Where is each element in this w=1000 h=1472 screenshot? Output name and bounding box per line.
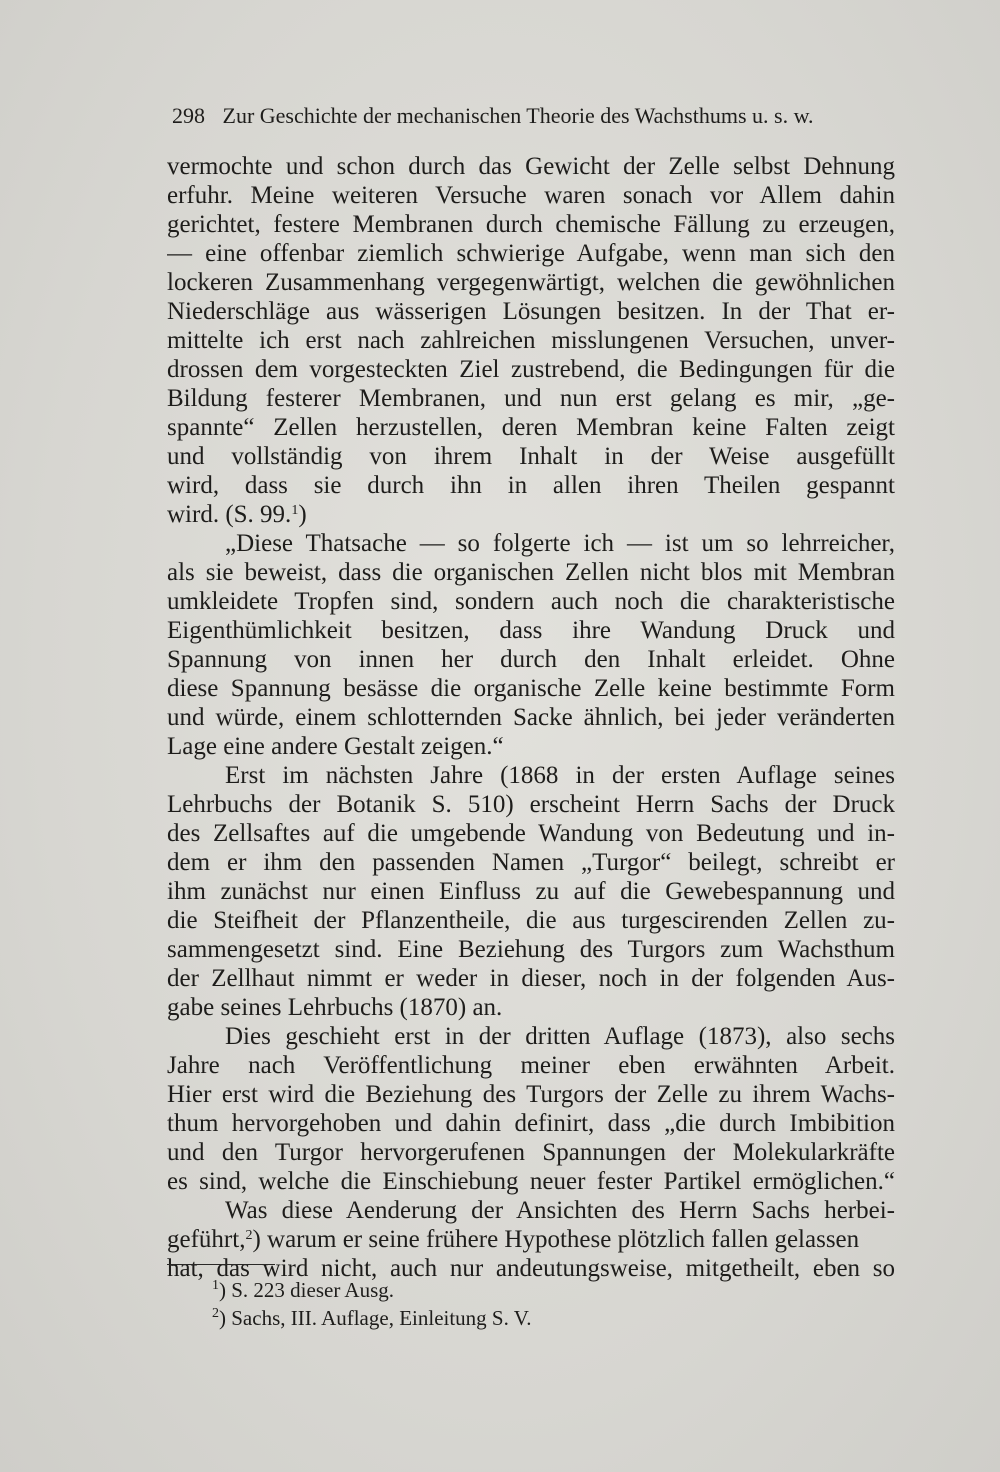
- page-number: 298: [172, 103, 205, 128]
- text-line: hat, das wird nicht, auch nur andeutungsweise, mitgetheilt, eben so: [167, 1255, 895, 1282]
- text-line: [167, 500, 895, 529]
- closing-paren: ): [252, 1226, 261, 1253]
- text-line: die Steifheit der Pflanzentheile, die aus turgescirenden Zellen zu-: [167, 907, 895, 934]
- text-line: Niederschläge aus wässerigen Lösungen besitzen. In der That er-: [167, 298, 895, 325]
- text-line: und würde, einem schlotternden Sacke ähnlich, bei jeder veränderten: [167, 704, 895, 731]
- text-line: Dies geschieht erst in der dritten Auflage (1873), also sechs: [225, 1023, 895, 1050]
- text-line: drossen dem vorgesteckten Ziel zustrebend, die Bedingungen für die: [167, 356, 895, 383]
- text-line: sammengesetzt sind. Eine Beziehung des Turgors zum Wachsthum: [167, 936, 895, 963]
- text-line: erfuhr. Meine weiteren Versuche waren sonach vor Allem dahin: [167, 182, 895, 209]
- text-line: Lage eine andere Gestalt zeigen.“: [167, 733, 504, 760]
- text-line: Was diese Aenderung der Ansichten des Herrn Sachs herbei-: [225, 1197, 895, 1224]
- text-line: diese Spannung besässe die organische Zelle keine bestimmte Form: [167, 675, 895, 702]
- text-line: und vollständig von ihrem Inhalt in der Weise ausgefüllt: [167, 443, 895, 470]
- text-line: spannte“ Zellen herzustellen, deren Membran keine Falten zeigt: [167, 414, 895, 441]
- text-line: des Zellsaftes auf die umgebende Wandung von Bedeutung und in-: [167, 820, 895, 847]
- footnote-text: Sachs, III. Auflage, Einleitung S. V.: [226, 1306, 532, 1330]
- text-segment: wird. (S. 99.: [167, 501, 292, 528]
- text-line: mittelte ich erst nach zahlreichen misslungenen Versuchen, unver-: [167, 327, 895, 354]
- text-line: — eine offenbar ziemlich schwierige Aufgabe, wenn man sich den: [167, 240, 895, 267]
- text-line: und den Turgor hervorgerufenen Spannungen der Molekularkräfte: [167, 1139, 895, 1166]
- body-text: [167, 152, 895, 1283]
- text-line: Eigenthümlichkeit besitzen, dass ihre Wandung Druck und: [167, 617, 895, 644]
- text-line: Erst im nächsten Jahre (1868 in der ersten Auflage seines: [225, 762, 895, 789]
- text-line: der Zellhaut nimmt er weder in dieser, noch in der folgenden Aus-: [167, 965, 895, 992]
- text-segment: warum er seine frühere Hypothese plötzlich fallen gelassen: [260, 1226, 860, 1253]
- footnote-ref-2: 2: [245, 1228, 253, 1243]
- footnote-paren: ): [219, 1278, 226, 1302]
- text-line: gabe seines Lehrbuchs (1870) an.: [167, 994, 503, 1021]
- text-line: Bildung festerer Membranen, und nun erst gelang es mir, „ge-: [167, 385, 895, 412]
- footnote-1: [212, 1276, 812, 1304]
- text-line: „Diese Thatsache — so folgerte ich — ist um so lehrreicher,: [225, 530, 895, 557]
- text-line: Lehrbuchs der Botanik S. 510) erscheint Herrn Sachs der Druck: [167, 791, 895, 818]
- text-line: wird, dass sie durch ihn in allen ihren Theilen gespannt: [167, 472, 895, 499]
- footnote-2: [212, 1304, 812, 1332]
- footnote-text: S. 223 dieser Ausg.: [226, 1278, 394, 1302]
- text-line: lockeren Zusammenhang vergegenwärtigt, welchen die gewöhnlichen: [167, 269, 895, 296]
- footnote-marker: 2: [212, 1306, 219, 1321]
- footnotes: [212, 1276, 812, 1332]
- text-line: [167, 1225, 895, 1254]
- text-line: ihm zunächst nur einen Einfluss zu auf die Gewebespannung und: [167, 878, 895, 905]
- text-line: thum hervorgehoben und dahin definirt, dass „die durch Imbibition: [167, 1110, 895, 1137]
- footnote-rule: [167, 1264, 275, 1265]
- text-line: es sind, welche die Einschiebung neuer fester Partikel ermöglichen.“: [167, 1168, 895, 1195]
- closing-paren: ): [298, 501, 307, 528]
- footnote-ref-1: 1: [291, 503, 299, 518]
- footnote-marker: 1: [212, 1278, 219, 1293]
- text-line: Spannung von innen her durch den Inhalt erleidet. Ohne: [167, 646, 895, 673]
- text-line: als sie beweist, dass die organischen Zellen nicht blos mit Membran: [167, 559, 895, 586]
- text-segment: geführt,: [167, 1226, 246, 1253]
- text-line: vermochte und schon durch das Gewicht der Zelle selbst Dehnung: [167, 153, 895, 180]
- footnote-paren: ): [219, 1306, 226, 1330]
- text-line: Jahre nach Veröffentlichung meiner eben erwähnten Arbeit.: [167, 1052, 895, 1079]
- running-title: Zur Geschichte der mechanischen Theorie des Wachsthums u. s. w.: [222, 103, 814, 128]
- running-head: [172, 100, 892, 132]
- text-line: umkleidete Tropfen sind, sondern auch noch die charakteristische: [167, 588, 895, 615]
- text-line: Hier erst wird die Beziehung des Turgors der Zelle zu ihrem Wachs-: [167, 1081, 895, 1108]
- text-line: gerichtet, festere Membranen durch chemische Fällung zu erzeugen,: [167, 211, 895, 238]
- text-line: dem er ihm den passenden Namen „Turgor“ beilegt, schreibt er: [167, 849, 895, 876]
